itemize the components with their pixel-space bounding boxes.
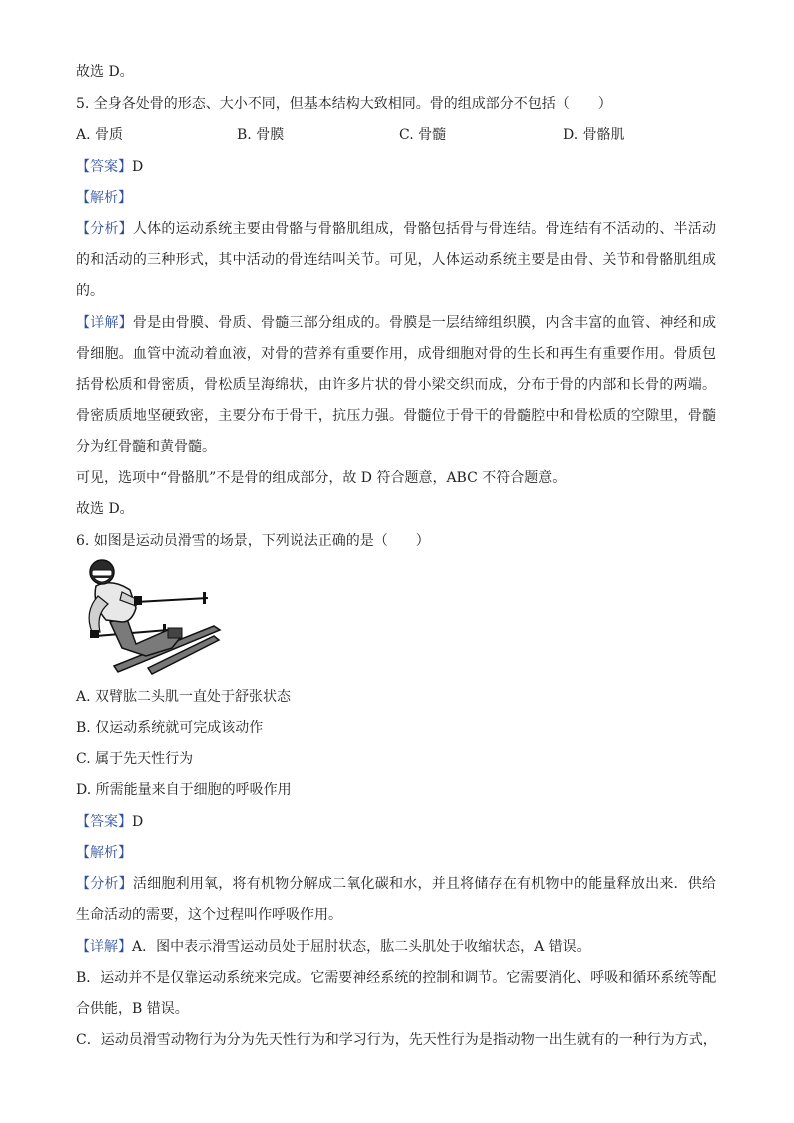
- skier-illustration: [76, 556, 226, 676]
- q5-fenxi-line-2: 的和活动的三种形式，其中活动的骨连结叫关节。可见，人体运动系统主要是由骨、关节和骨骼肌组成: [76, 252, 716, 268]
- q6-stem: 6. 如图是运动员滑雪的场景，下列说法正确的是（ ）: [76, 533, 430, 549]
- xiangjie-tag: 【详解】: [76, 939, 132, 955]
- skier-boots: [168, 628, 182, 638]
- q5-stem: 5. 全身各处骨的形态、大小不同，但基本结构大致相同。骨的组成部分不包括（ ）: [76, 96, 612, 112]
- skier-goggles: [92, 570, 112, 576]
- q5-fenxi-line-3: 的。: [76, 283, 104, 299]
- q5-xiangjie-line-2: 骨细胞。血管中流动着血液，对骨的营养有重要作用，成骨细胞对骨的生长和再生有重要作用。骨质包: [76, 346, 716, 362]
- q6-answer: [76, 812, 143, 832]
- q6-xiangjie-b-line-2: 合供能，B 错误。: [76, 1001, 189, 1017]
- fenxi-text: 活细胞利用氧，将有机物分解成二氧化碳和水，并且将储存在有机物中的能量释放出来．供给: [132, 876, 717, 892]
- skier-glove-left: [90, 630, 99, 638]
- q6-xiangjie-a: [76, 937, 591, 957]
- q5-option-a: A. 骨质: [76, 127, 124, 143]
- q6-fenxi-line-2: 生命活动的需要，这个过程叫作呼吸作用。: [76, 907, 342, 923]
- q6-option-c: C. 属于先天性行为: [76, 751, 194, 767]
- q6-option-d: D. 所需能量来自于细胞的呼吸作用: [76, 782, 292, 798]
- answer-tag: 【答案】: [76, 159, 132, 175]
- q5-final: 故选 D。: [76, 501, 134, 517]
- xiangjie-tag: 【详解】: [76, 315, 133, 331]
- q6-xiangjie-b-line-1: B．运动并不是仅靠运动系统来完成。它需要神经系统的控制和调节。它需要消化、呼吸和循环系统等配: [76, 970, 717, 986]
- q6-xiangjie-c-line-1: C．运动员滑雪动物行为分为先天性行为和学习行为，先天性行为是指动物一出生就有的一种行为方式，: [76, 1032, 717, 1048]
- answer-value: D: [132, 814, 144, 830]
- xiangjie-text: 骨是由骨膜、骨质、骨髓三部分组成的。骨膜是一层结缔组织膜，内含丰富的血管、神经和成: [132, 315, 717, 331]
- answer-value: D: [132, 159, 144, 175]
- q5-option-d: D. 骨骼肌: [563, 127, 625, 143]
- q5-answer: [76, 157, 143, 177]
- q5-analysis-tag: 【解析】: [76, 190, 132, 206]
- q4-final-line: 故选 D。: [76, 64, 134, 80]
- q5-option-c: C. 骨髓: [399, 127, 447, 143]
- skier-glove-right: [134, 596, 142, 605]
- q6-fenxi-line-1: [76, 874, 716, 894]
- q5-option-b: B. 骨膜: [237, 127, 285, 143]
- fenxi-tag: 【分析】: [76, 876, 133, 892]
- xiangjie-text: A．图中表示滑雪运动员处于屈肘状态，肱二头肌处于收缩状态，A 错误。: [132, 939, 591, 955]
- q5-xiangjie-line-4: 骨密质质地坚硬致密，主要分布于骨干，抗压力强。骨髓位于骨干的骨髓腔中和骨松质的空隙里，骨髓: [76, 408, 716, 424]
- q6-analysis-tag: 【解析】: [76, 845, 132, 861]
- q5-xiangjie-line-3: 括骨松质和骨密质，骨松质呈海绵状，由许多片状的骨小梁交织而成，分布于骨的内部和长骨的两端。: [76, 377, 716, 393]
- q5-fenxi-line-1: [76, 219, 716, 239]
- fenxi-tag: 【分析】: [76, 221, 133, 237]
- answer-tag: 【答案】: [76, 814, 132, 830]
- q5-xiangjie-line-1: [76, 313, 716, 333]
- q5-conclusion: 可见，选项中“骨骼肌”不是骨的组成部分，故 D 符合题意，ABC 不符合题意。: [76, 470, 567, 486]
- q5-xiangjie-line-5: 分为红骨髓和黄骨髓。: [76, 439, 216, 455]
- q6-option-a: A. 双臂肱二头肌一直处于舒张状态: [76, 689, 292, 705]
- q6-option-b: B. 仅运动系统就可完成该动作: [76, 720, 264, 736]
- fenxi-text: 人体的运动系统主要由骨骼与骨骼肌组成，骨骼包括骨与骨连结。骨连结有不活动的、半活动: [132, 221, 717, 237]
